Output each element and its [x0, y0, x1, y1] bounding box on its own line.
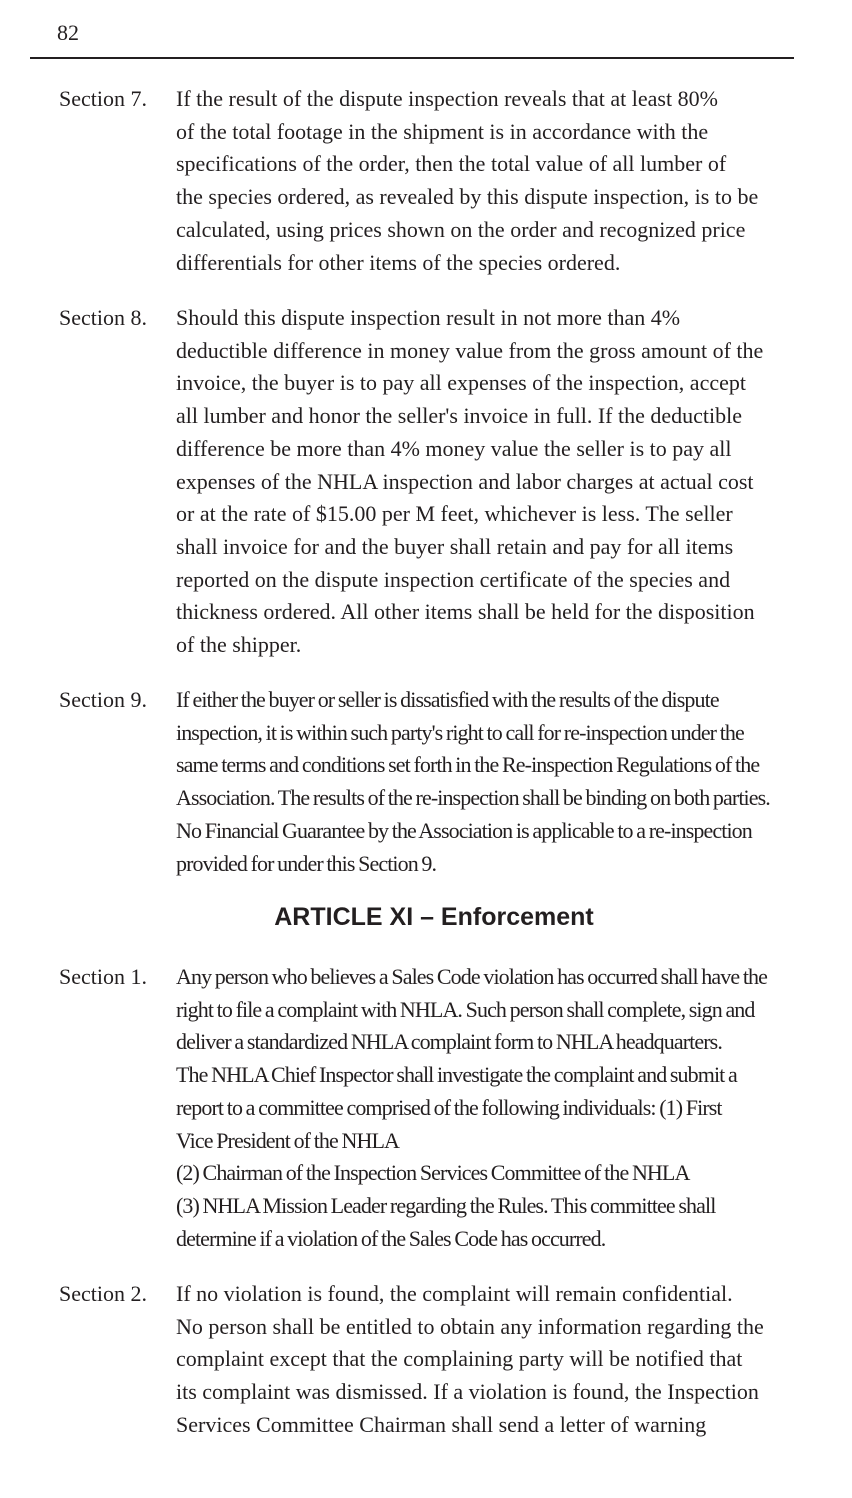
text-line: deliver a standardized NHLA complaint form to NHLA headquarters. — [176, 1029, 722, 1055]
section-label: Section 7. — [59, 86, 147, 111]
text-line: its complaint was dismissed. If a violation is found, the Inspection — [176, 1379, 759, 1405]
text-line: of the shipper. — [176, 632, 302, 658]
text-line: No Financial Guarantee by the Association is applicable to a re-inspection — [176, 817, 752, 843]
text-line: determine if a violation of the Sales Code has occurred. — [176, 1225, 606, 1251]
text-line: inspection, it is within such party's right to call for re-inspection under the — [176, 719, 744, 745]
text-line: or at the rate of $15.00 per M feet, whichever is less. The seller — [176, 501, 733, 527]
text-line: deductible difference in money value from the gross amount of the — [176, 337, 764, 363]
text-line: No person shall be entitled to obtain any information regarding the — [176, 1313, 764, 1339]
text-line: (2) Chairman of the Inspection Services Committee of the NHLA — [176, 1160, 690, 1186]
section-label: Section 2. — [59, 1281, 147, 1306]
text-line: of the total footage in the shipment is in accordance with the — [176, 118, 709, 144]
text-line: expenses of the NHLA inspection and labor charges at actual cost — [176, 468, 754, 494]
section-label: Section 9. — [59, 687, 147, 712]
text-line: thickness ordered. All other items shall be held for the disposition — [176, 599, 755, 625]
text-line: shall invoice for and the buyer shall retain and pay for all items — [176, 533, 734, 559]
text-line: The NHLA Chief Inspector shall investigate the complaint and submit a — [176, 1062, 737, 1088]
text-line: Services Committee Chairman shall send a letter of warning — [176, 1411, 707, 1437]
text-line: complaint except that the complaining party will be notified that — [176, 1346, 743, 1372]
text-line: difference be more than 4% money value the seller is to pay all — [176, 435, 732, 461]
text-line: Vice President of the NHLA — [176, 1127, 399, 1153]
text-line: all lumber and honor the seller's invoice in full. If the deductible — [176, 403, 743, 429]
text-line: calculated, using prices shown on the order and recognized price — [176, 216, 746, 242]
text-line: differentials for other items of the species ordered. — [176, 249, 621, 275]
text-line: right to file a complaint with NHLA. Such person shall complete, sign and — [176, 996, 755, 1022]
text-line: Any person who believes a Sales Code violation has occurred shall have the — [176, 964, 767, 989]
text-line: reported on the dispute inspection certificate of the species and — [176, 566, 731, 592]
section-label: Section 8. — [59, 305, 147, 330]
text-line: Should this dispute inspection result in not more than 4% — [176, 305, 681, 330]
section-body — [176, 684, 770, 880]
section-body — [176, 961, 767, 1255]
text-line: provided for under this Section 9. — [176, 850, 437, 876]
text-line: If no violation is found, the complaint will remain confidential. — [176, 1281, 733, 1306]
text-line: same terms and conditions set forth in the Re-inspection Regulations of the — [176, 752, 760, 778]
text-line: (3) NHLA Mission Leader regarding the Rules. This committee shall — [176, 1192, 716, 1218]
section-body — [176, 83, 758, 279]
text-line: report to a committee comprised of the following individuals: (1) First — [176, 1094, 722, 1120]
section-body — [176, 302, 763, 662]
section-label: Section 1. — [59, 964, 147, 989]
section-body — [176, 1278, 764, 1442]
text-line: If either the buyer or seller is dissatisfied with the results of the dispute — [176, 687, 719, 712]
text-line: If the result of the dispute inspection reveals that at least 80% — [176, 86, 718, 111]
text-line: specifications of the order, then the total value of all lumber of — [176, 151, 727, 177]
page-number: 82 — [57, 20, 79, 45]
article-heading: ARTICLE XI – Enforcement — [274, 903, 594, 931]
header-rule — [30, 57, 794, 59]
text-line: invoice, the buyer is to pay all expenses of the inspection, accept — [176, 370, 746, 396]
text-line: Association. The results of the re-inspection shall be binding on both parties. — [176, 785, 770, 811]
text-line: the species ordered, as revealed by this dispute inspection, is to be — [176, 184, 759, 210]
